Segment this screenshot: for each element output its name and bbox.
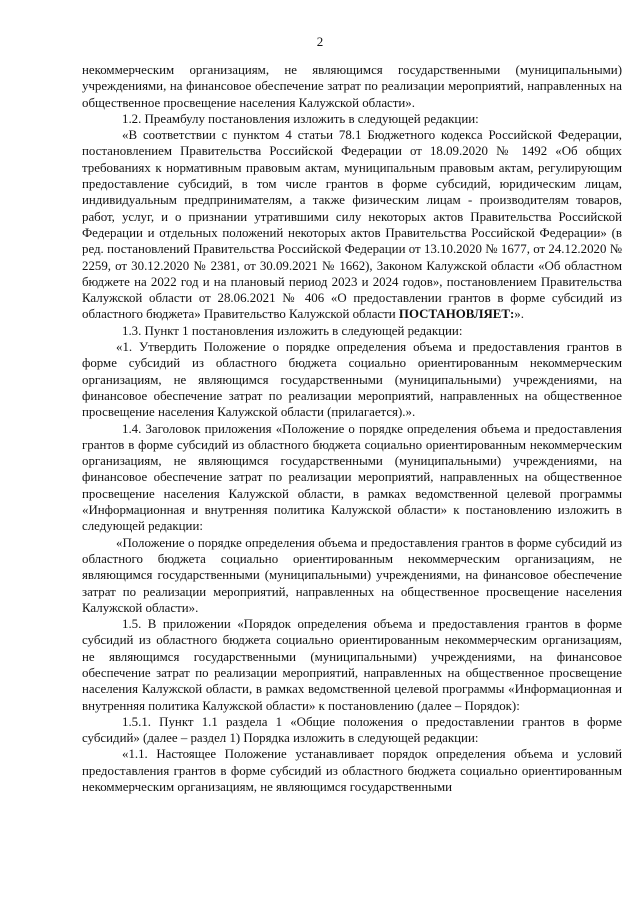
paragraph-1: некоммерческим организациям, не являющимся государственными (муниципальными) учреждениями, на финансовое обеспечение затрат по реализации мероприятий, направленных на общественное просвещение населения Калужской области». xyxy=(82,63,622,110)
document-body xyxy=(82,62,622,795)
paragraph-1-1: «1.1. Настоящее Положение устанавливает порядок определения объема и условий предоставления грантов в форме субсидий из областного бюджета социально ориентированным некоммерческим организациям, не являющимся государственными xyxy=(82,747,622,795)
paragraph-1-5: 1.5. В приложении «Порядок определения объема и предоставления грантов в форме субсидий из областного бюджета социально ориентированным некоммерческим организациям, не являющимся государственными (муниципальными) учреждениями, на финансовое обеспечение затрат по реализации мероприятий, направленных на общественное просвещение населения Калужской области, в рамках ведомственной целевой программы «Информационная и внутренняя политика Калужской области» к постановлению (далее – Порядок): xyxy=(82,617,622,713)
paragraph-1-3: 1.3. Пункт 1 постановления изложить в следующей редакции: xyxy=(122,323,463,338)
paragraph-1-5-1: 1.5.1. Пункт 1.1 раздела 1 «Общие положения о предоставлении грантов в форме субсидий» (далее – раздел 1) Порядка изложить в следующей редакции: xyxy=(82,714,622,746)
paragraph-quote-1: «1. Утвердить Положение о порядке определения объема и предоставления грантов в форме субсидий из областного бюджета социально ориентированным некоммерческим организациям, не являющимся государственными (муниципальными) учреждениями, на финансовое обеспечение затрат по реализации мероприятий, направленных на общественное просвещение населения Калужской области (прилагается).». xyxy=(82,340,622,420)
page-number: 2 xyxy=(316,34,324,49)
paragraph-quote-2: «Положение о порядке определения объема и предоставления грантов в форме субсидий из областного бюджета социально ориентированным некоммерческим организациям, не являющимся государственными (муниципальными) учреждениями, на финансовое обеспечение затрат по реализации мероприятий, направленных на общественное просвещение населения Калужской области». xyxy=(82,535,622,615)
preamble-tail: ». xyxy=(514,307,524,322)
preamble-paragraph xyxy=(82,127,622,323)
paragraph-1-4: 1.4. Заголовок приложения «Положение о порядке определения объема и предоставления грантов в форме субсидий из областного бюджета социально ориентированным некоммерческим организациям, не являющимся государственными (муниципальными) учреждениями, на финансовое обеспечение затрат по реализации мероприятий, направленных на общественное просвещение населения Калужской области, в рамках ведомственной целевой программы «Информационная и внутренняя политика Калужской области» к постановлению изложить в следующей редакции: xyxy=(82,421,622,534)
preamble-bold: ПОСТАНОВЛЯЕТ: xyxy=(398,307,515,322)
paragraph-1-2: 1.2. Преамбулу постановления изложить в следующей редакции: xyxy=(122,111,479,126)
preamble-text: «В соответствии с пунктом 4 статьи 78.1 Бюджетного кодекса Российской Федерации, постановлением Правительства Российской Федерации от 18.09.2020 № 1492 «Об общих требованиях к нормативным правовым актам, муниципальным правовым актам, регулирующим предоставление субсидий, в том числе грантов в форме субсидий, юридическим лицам, индивидуальным предпринимателям, а также физическим лицам - производителям товаров, работ, услуг, и о признании утратившими силу некоторых актов Правительства Российской Федерации и отдельных положений некоторых актов Правительства Российской Федерации» (в ред. постановлений Правительства Российской Федерации от 13.10.2020 № 1677, от 24.12.2020 № 2259, от 30.12.2020 № 2381, от 30.09.2021 № 1662), Законом Калужской области «Об областном бюджете на 2022 год и на плановый период 2023 и 2024 годов», постановлением Правительства Калужской области от 28.06.2021 № 406 «О предоставлении грантов в форме субсидий из областного бюджета» Правительство Калужской области xyxy=(82,128,622,322)
